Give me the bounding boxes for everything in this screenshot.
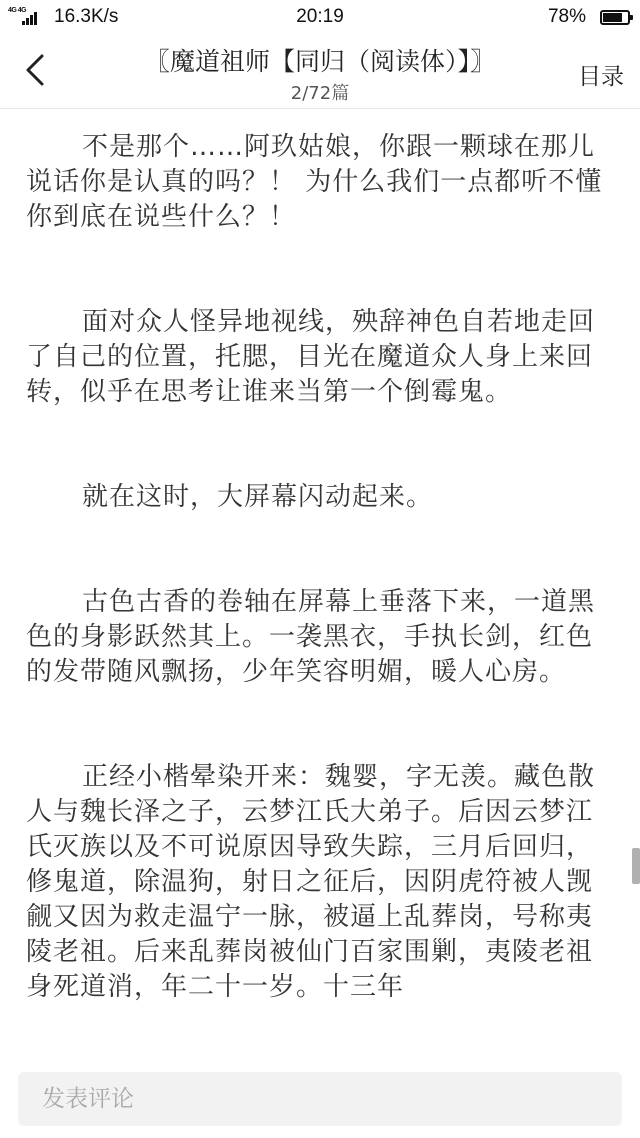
battery-percent: 78% [547,6,586,27]
scrollbar-thumb[interactable] [632,848,640,884]
comment-input[interactable]: 发表评论 [18,1072,622,1126]
back-button[interactable] [18,48,58,92]
article-content[interactable] [0,110,640,1030]
paragraph: 正经小楷晕染开来：魏婴，字无羡。藏色散人与魏长泽之子，云梦江氏大弟子。后因云梦江氏灭族以及不可说原因导致失踪，三月后回归，修鬼道，除温狗，射日之征后，因阴虎符被人觊觎又因为救走温宁一脉，被逼上乱葬岗，号称夷陵老祖。后来乱葬岗被仙门百家围剿，夷陵老祖身死道消，年二十一岁。十三年 [26,762,596,1002]
reader-header [0,34,640,109]
chevron-left-icon [18,48,58,92]
chapter-progress: 2/72篇 [290,83,350,104]
paragraph: 面对众人怪异地视线，殃辞神色自若地走回了自己的位置，托腮，目光在魔道众人身上来回转，似乎在思考让谁来当第一个倒霉鬼。 [26,307,596,407]
status-right [548,6,630,28]
paragraph: 不是那个……阿玖姑娘，你跟一颗球在那儿说话你是认真的吗？！ 为什么我们一点都听不懂你到底在说些什么？！ [26,132,603,232]
toc-button[interactable]: 目录 [578,64,624,90]
chapter-title: 〖魔道祖师【同归（阅读体）】〗 [144,47,495,76]
comment-bar [0,1060,640,1138]
clock: 20:19 [296,6,344,27]
battery-icon [600,10,630,25]
battery-fill [603,13,622,22]
network-speed: 16.3K/s [54,6,119,27]
status-bar [0,0,640,34]
paragraph: 就在这时，大屏幕闪动起来。 [82,482,434,512]
paragraph: 古色古香的卷轴在屏幕上垂落下来，一道黑色的身影跃然其上。一袭黑衣，手执长剑，红色的发带随风飘扬，少年笑容明媚，暖人心房。 [26,587,596,687]
network-tag: 4G 4G [8,7,27,14]
